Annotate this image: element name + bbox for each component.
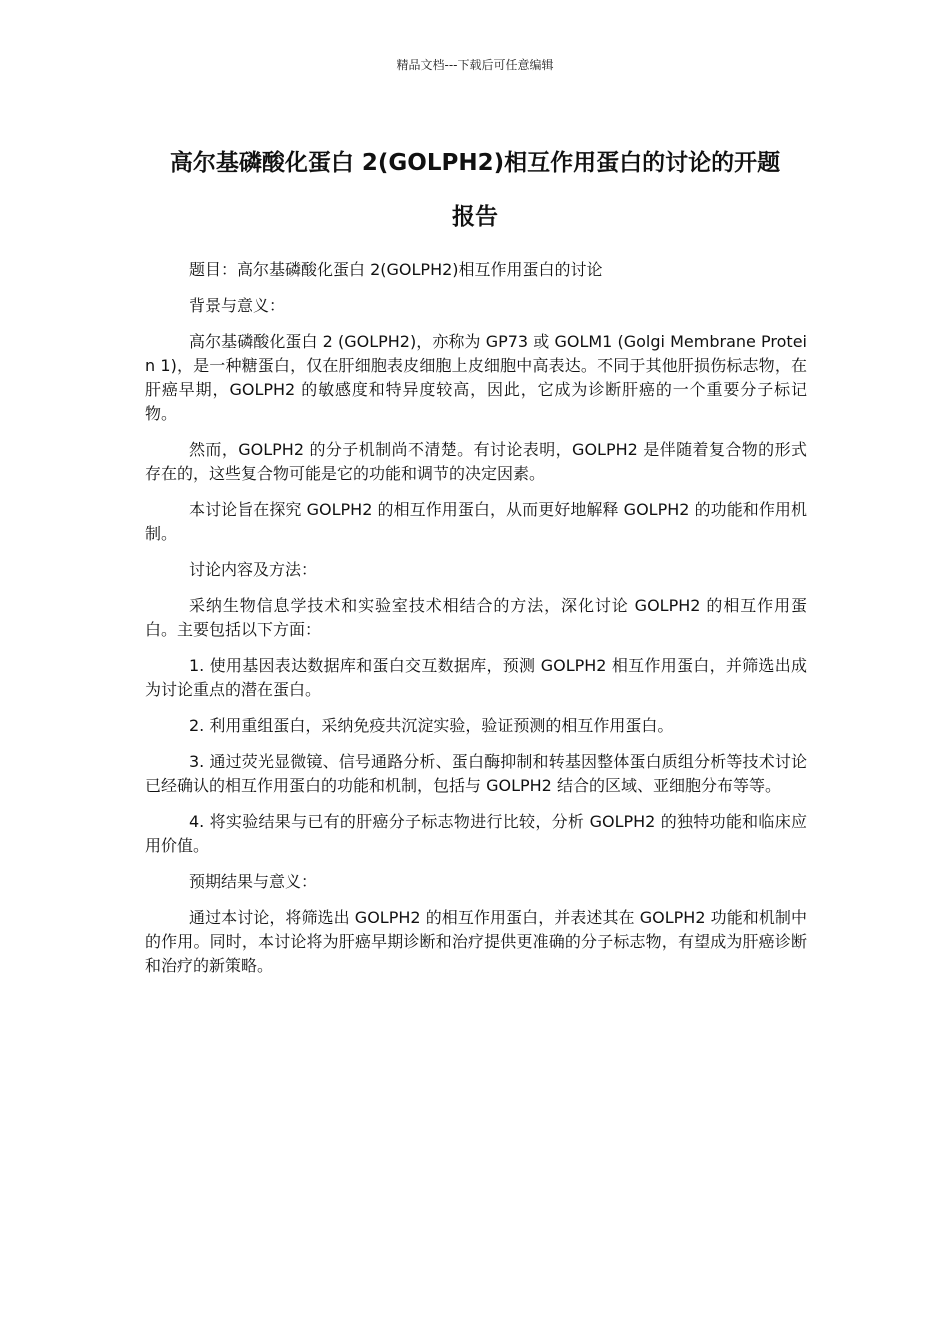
title-line-1: 高尔基磷酸化蛋白 2(GOLPH2)相互作用蛋白的讨论的开题: [169, 150, 781, 176]
section-heading-methods: 讨论内容及方法：: [189, 560, 318, 579]
paragraph-topic: 题目：高尔基磷酸化蛋白 2(GOLPH2)相互作用蛋白的讨论: [189, 260, 603, 279]
section-heading-background: 背景与意义：: [189, 296, 286, 315]
document-body: [145, 258, 807, 990]
paragraph-expected: 通过本讨论，将筛选出 GOLPH2 的相互作用蛋白，并表述其在 GOLPH2 功能和机制中的作用。同时，本讨论将为肝癌早期诊断和治疗提供更准确的分子标志物，有望成为肝癌诊断和治疗的新策略。: [145, 908, 807, 975]
paragraph-aim: 本讨论旨在探究 GOLPH2 的相互作用蛋白，从而更好地解释 GOLPH2 的功能和作用机制。: [145, 500, 807, 543]
paragraph-mechanism: 然而，GOLPH2 的分子机制尚不清楚。有讨论表明，GOLPH2 是伴随着复合物的形式存在的，这些复合物可能是它的功能和调节的决定因素。: [145, 440, 807, 483]
paragraph-methods-intro: 采纳生物信息学技术和实验室技术相结合的方法，深化讨论 GOLPH2 的相互作用蛋白。主要包括以下方面：: [145, 596, 807, 639]
list-item-method-3: 3. 通过荧光显微镜、信号通路分析、蛋白酶抑制和转基因整体蛋白质组分析等技术讨论已经确认的相互作用蛋白的功能和机制，包括与 GOLPH2 结合的区域、亚细胞分布等等。: [145, 752, 807, 795]
page-header: 精品文档---下载后可任意编辑: [396, 58, 554, 72]
paragraph-background: 高尔基磷酸化蛋白 2 (GOLPH2)，亦称为 GP73 或 GOLM1 (Golgi Membrane Protein 1)，是一种糖蛋白，仅在肝细胞表皮细胞上皮细胞中高表达。不同于其他肝损伤标志物，在肝癌早期，GOLPH2 的敏感度和特异度较高，因此，它成为诊断肝癌的一个重要分子标记物。: [145, 332, 807, 423]
list-item-method-1: 1. 使用基因表达数据库和蛋白交互数据库，预测 GOLPH2 相互作用蛋白，并筛选出成为讨论重点的潜在蛋白。: [145, 656, 807, 699]
section-heading-expected: 预期结果与意义：: [189, 872, 318, 891]
list-item-method-2: 2. 利用重组蛋白，采纳免疫共沉淀实验，验证预测的相互作用蛋白。: [189, 716, 674, 735]
list-item-method-4: 4. 将实验结果与已有的肝癌分子标志物进行比较，分析 GOLPH2 的独特功能和临床应用价值。: [145, 812, 807, 855]
document-title: [140, 136, 810, 244]
title-line-2: 报告: [452, 204, 498, 230]
